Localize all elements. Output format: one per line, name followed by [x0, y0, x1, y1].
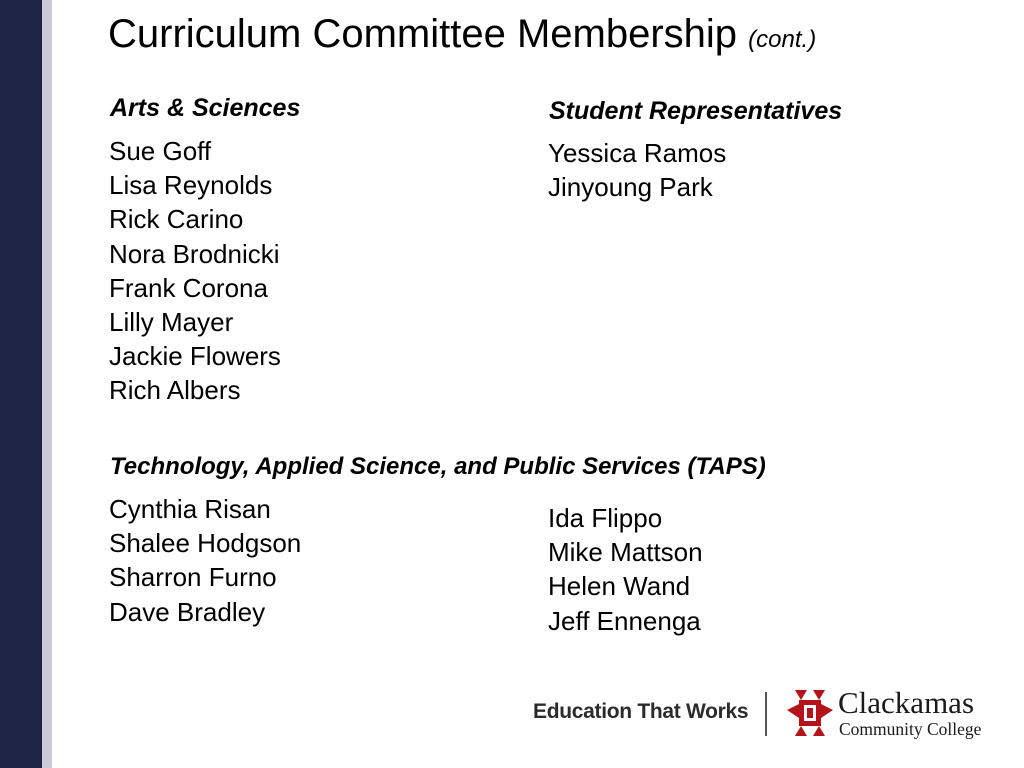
footer-tagline: Education That Works	[533, 700, 749, 723]
member-name: Shalee Hodgson	[109, 528, 302, 559]
left-sidebar-accent	[42, 0, 52, 768]
taps-member-list-right	[548, 501, 703, 638]
member-name: Rick Carino	[109, 204, 244, 235]
arts-sciences-heading: Arts & Sciences	[110, 94, 301, 122]
member-name: Rich Albers	[109, 375, 241, 406]
logo-center-dot	[807, 708, 813, 718]
college-logo-icon	[785, 688, 835, 738]
left-sidebar-band	[0, 0, 42, 768]
logo-petal-bottom-right	[813, 726, 825, 736]
member-name: Frank Corona	[109, 272, 268, 303]
member-name: Yessica Ramos	[548, 138, 727, 168]
logo-petal-right	[821, 704, 833, 718]
slide-title	[108, 10, 816, 64]
student-reps-heading: Student Representatives	[549, 97, 843, 125]
member-name: Cynthia Risan	[109, 494, 271, 524]
member-name: Sue Goff	[109, 136, 212, 166]
member-name: Jinyoung Park	[548, 172, 713, 203]
footer-divider	[765, 692, 767, 736]
member-name: Lilly Mayer	[109, 307, 234, 338]
college-logo-subtitle: Community College	[839, 719, 982, 739]
member-name: Mike Mattson	[548, 537, 703, 568]
member-name: Jeff Ennenga	[548, 605, 701, 636]
slide-title-suffix: (cont.)	[748, 26, 817, 53]
member-name: Lisa Reynolds	[109, 170, 273, 201]
student-reps-member-list	[548, 136, 726, 204]
logo-petal-top-left	[795, 690, 807, 700]
member-name: Ida Flippo	[548, 503, 663, 533]
member-name: Nora Brodnicki	[109, 238, 280, 269]
taps-heading: Technology, Applied Science, and Public Services (TAPS)	[110, 453, 766, 480]
member-name: Sharron Furno	[109, 562, 277, 593]
taps-member-list-left	[109, 492, 301, 629]
arts-sciences-member-list	[109, 134, 281, 408]
logo-petal-bottom-left	[795, 726, 807, 736]
member-name: Dave Bradley	[109, 596, 266, 627]
college-logo-name: Clackamas	[838, 685, 975, 720]
member-name: Jackie Flowers	[109, 341, 281, 372]
slide-title-text: Curriculum Committee Membership	[108, 12, 738, 56]
logo-petal-left	[787, 704, 799, 718]
member-name: Helen Wand	[548, 571, 691, 602]
logo-petal-top-right	[813, 690, 825, 700]
